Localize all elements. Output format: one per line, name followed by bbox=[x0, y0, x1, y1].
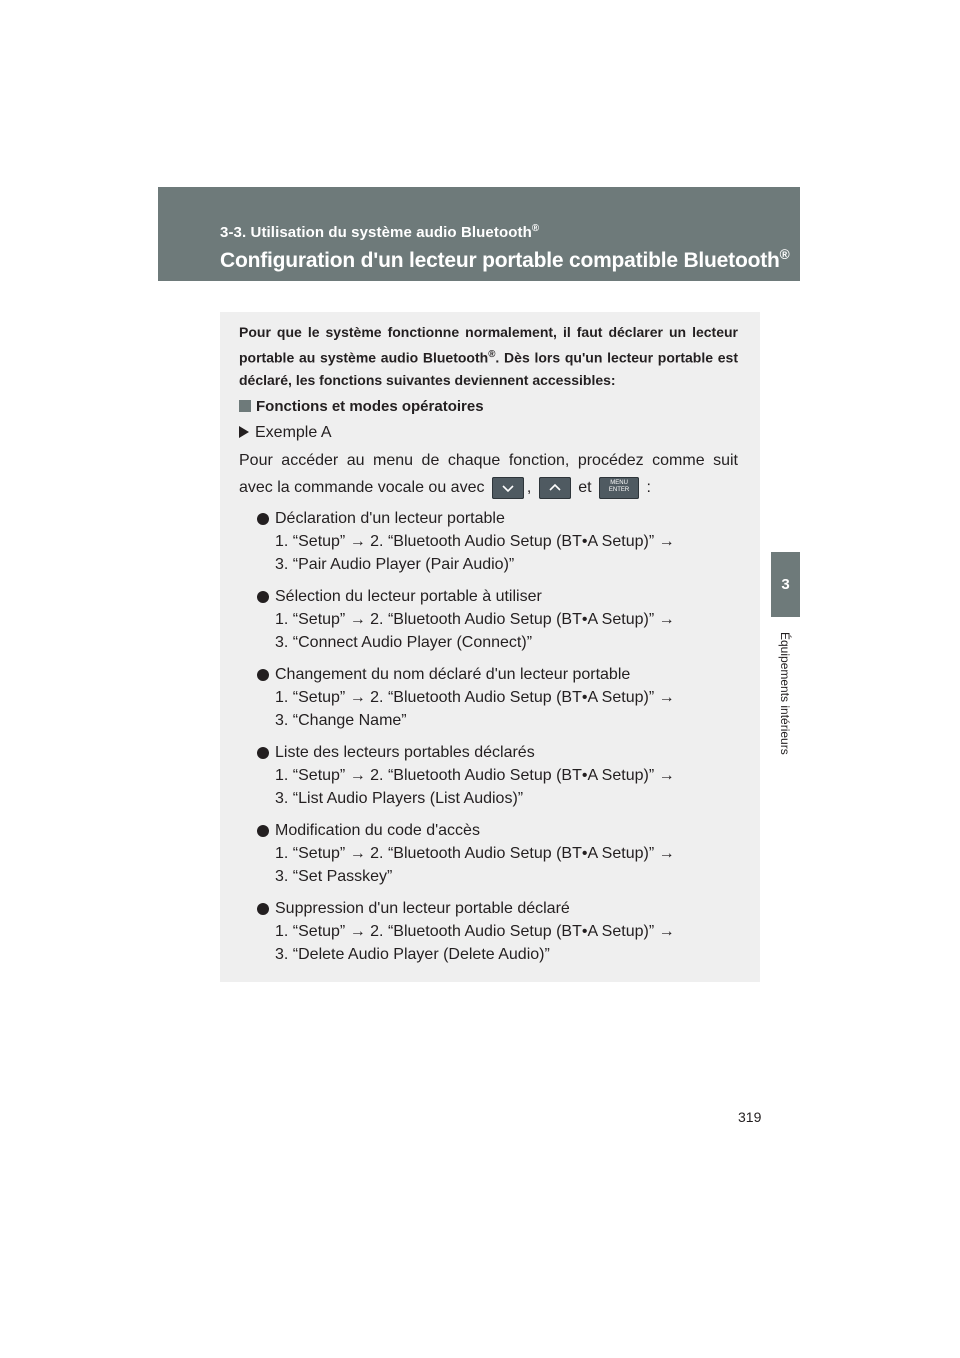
page-title: Configuration d'un lecteur portable compatible Bluetooth® bbox=[220, 247, 790, 272]
bullet-icon bbox=[257, 747, 269, 759]
instruction-paragraph: Pour accéder au menu de chaque fonction, procédez comme suit avec la commande vocale ou avec , et MENU ENTER : bbox=[239, 447, 738, 501]
list-item: Déclaration d'un lecteur portable 1. “Setup” → 2. “Bluetooth Audio Setup (BT•A Setup)” → 3. “Pair Audio Player (Pair Audio)” bbox=[239, 507, 749, 576]
bullet-icon bbox=[257, 513, 269, 525]
subheading: Fonctions et modes opératoires bbox=[239, 398, 484, 415]
function-list bbox=[239, 507, 749, 975]
down-button-icon bbox=[492, 477, 524, 499]
chapter-side-label: Équipements intérieurs bbox=[778, 632, 792, 755]
list-item: Sélection du lecteur portable à utiliser 1. “Setup” → 2. “Bluetooth Audio Setup (BT•A Setup)” → 3. “Connect Audio Player (Connect)” bbox=[239, 585, 749, 654]
intro-paragraph: Pour que le système fonctionne normalement, il faut déclarer un lecteur portable au système audio Bluetooth®. Dès lors qu'un lecteur portable est déclaré, les fonctions suivantes deviennent accessibles: bbox=[239, 324, 738, 388]
section-label: 3-3. Utilisation du système audio Bluetooth® bbox=[220, 223, 540, 241]
chapter-tab: 3 bbox=[771, 552, 800, 617]
chapter-header bbox=[158, 187, 800, 281]
list-item: Suppression d'un lecteur portable déclaré 1. “Setup” → 2. “Bluetooth Audio Setup (BT•A Setup)” → 3. “Delete Audio Player (Delete Audio)” bbox=[239, 897, 749, 966]
menu-enter-button-icon: MENU ENTER bbox=[599, 477, 639, 499]
up-button-icon bbox=[539, 477, 571, 499]
bullet-icon bbox=[257, 591, 269, 603]
example-label: Exemple A bbox=[239, 424, 331, 442]
content-box bbox=[220, 312, 760, 982]
triangle-bullet-icon bbox=[239, 426, 249, 438]
bullet-icon bbox=[257, 903, 269, 915]
bullet-icon bbox=[257, 825, 269, 837]
list-item: Modification du code d'accès 1. “Setup” → 2. “Bluetooth Audio Setup (BT•A Setup)” → 3. “Set Passkey” bbox=[239, 819, 749, 888]
list-item: Changement du nom déclaré d'un lecteur portable 1. “Setup” → 2. “Bluetooth Audio Setup (BT•A Setup)” → 3. “Change Name” bbox=[239, 663, 749, 732]
square-bullet-icon bbox=[239, 400, 251, 412]
bullet-icon bbox=[257, 669, 269, 681]
page-number: 319 bbox=[738, 1109, 762, 1125]
list-item: Liste des lecteurs portables déclarés 1. “Setup” → 2. “Bluetooth Audio Setup (BT•A Setup)” → 3. “List Audio Players (List Audios)” bbox=[239, 741, 749, 810]
